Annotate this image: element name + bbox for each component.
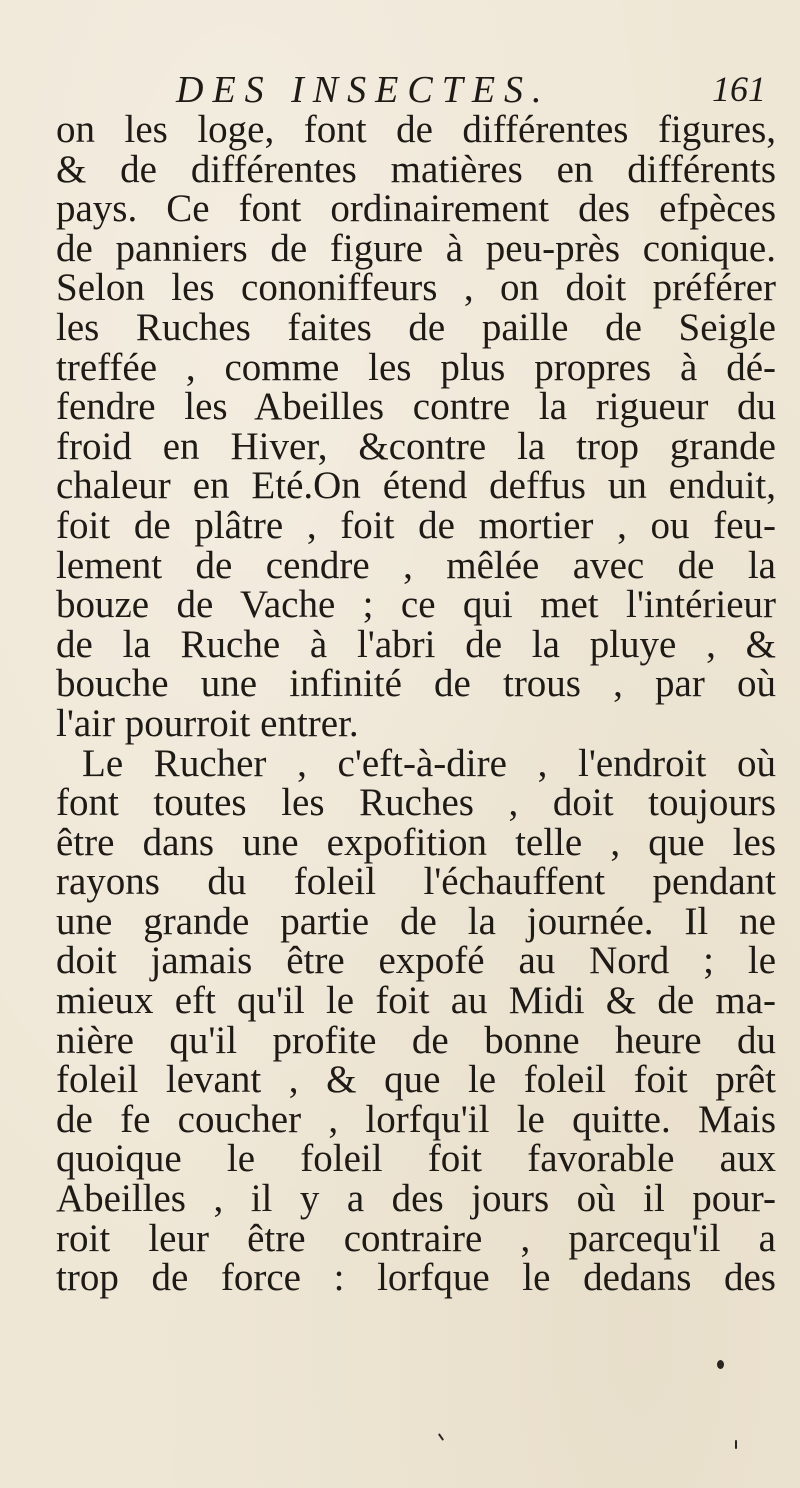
text-line: de la Ruche à l'abri de la pluye , & <box>56 622 776 666</box>
text-line: l'air pourroit entrer. <box>56 701 359 745</box>
text-line: être dans une expofition telle , que les <box>56 820 776 864</box>
running-title: DES INSECTES. <box>176 69 551 111</box>
text-line: nière qu'il profite de bonne heure du <box>56 1018 776 1062</box>
text-line: pays. Ce font ordinairement des efpèces <box>56 187 776 231</box>
text-line: froid en Hiver, &contre la trop grande <box>56 424 776 468</box>
text-line: de panniers de figure à peu-près conique. <box>56 226 776 270</box>
text-line: foit de plâtre , foit de mortier , ou feu- <box>56 503 776 547</box>
text-line: bouze de Vache ; ce qui met l'intérieur <box>56 583 776 627</box>
text-line: lement de cendre , mêlée avec de la <box>56 543 776 587</box>
text-line: foleil levant , & que le foleil foit prêt <box>56 1058 776 1102</box>
body-text <box>56 110 776 1298</box>
text-line: roit leur être contraire , parcequ'il a <box>56 1216 776 1260</box>
text-line: bouche une infinité de trous , par où <box>56 662 776 706</box>
text-line: font toutes les Ruches , doit toujours <box>56 781 776 825</box>
text-line: quoique le foleil foit favorable aux <box>56 1137 776 1181</box>
text-line: treffée , comme les plus propres à dé- <box>56 345 776 389</box>
text-line: on les loge, font de différentes figures, <box>56 108 776 151</box>
text-line: les Ruches faites de paille de Seigle <box>56 305 776 349</box>
ink-spot <box>438 1433 444 1441</box>
text-line: trop de force : lorfque le dedans des <box>56 1256 776 1300</box>
text-line: Selon les cononiffeurs , on doit préférer <box>56 266 776 310</box>
text-line: Abeilles , il y a des jours où il pour- <box>56 1177 776 1221</box>
text-line: mieux eft qu'il le foit au Midi & de ma- <box>56 979 776 1023</box>
text-line: & de différentes matières en différents <box>56 147 776 191</box>
text-line: rayons du foleil l'échauffent pendant <box>56 860 776 904</box>
page-header <box>0 68 800 112</box>
page-number: 161 <box>712 69 766 109</box>
ink-spot <box>735 1440 737 1449</box>
text-line: chaleur en Eté.On étend deffus un enduit, <box>56 464 776 508</box>
text-line: fendre les Abeilles contre la rigueur du <box>56 385 776 429</box>
text-line: une grande partie de la journée. Il ne <box>56 899 776 943</box>
text-line: de fe coucher , lorfqu'il le quitte. Mais <box>56 1097 776 1141</box>
text-line: Le Rucher , c'eft-à-dire , l'endroit où <box>82 741 776 785</box>
text-line: doit jamais être expofé au Nord ; le <box>56 939 776 983</box>
ink-spot <box>717 1360 724 1369</box>
